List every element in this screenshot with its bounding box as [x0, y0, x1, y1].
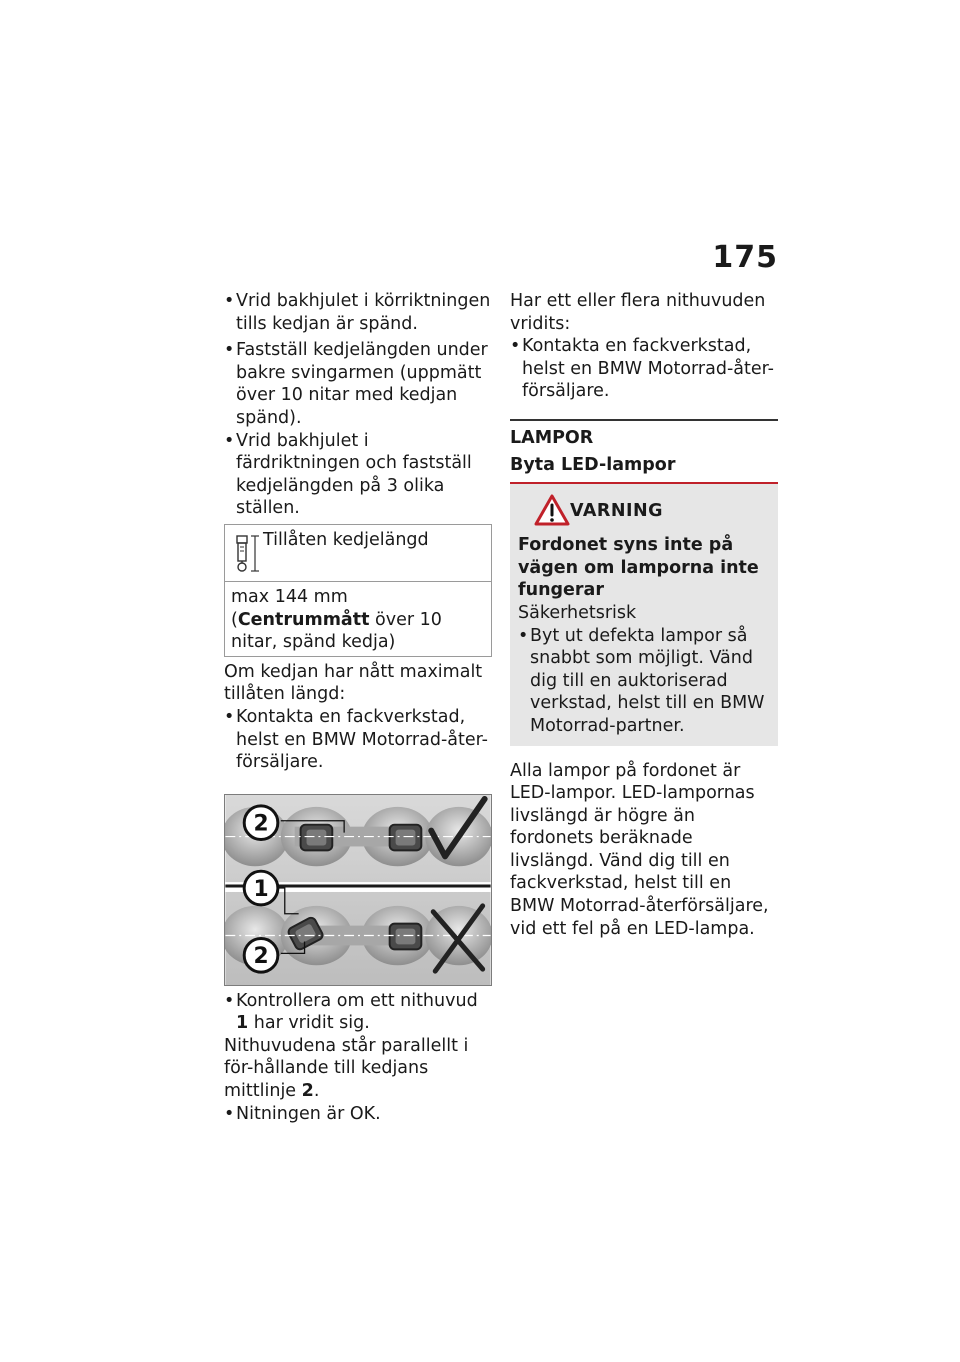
- step-rotate-wheel-travel: • Vrid bakhjulet i färdriktningen och fastställ kedjelängden på 3 olika ställen.: [224, 430, 494, 520]
- subsection-title: Byta LED-lampor: [510, 454, 676, 475]
- rivet-parallel-ref: 2: [301, 1081, 314, 1102]
- step-check-rivet: [224, 990, 494, 1035]
- step-check-rivet-suffix: har vridit sig.: [248, 1013, 370, 1034]
- label-2-top: [244, 806, 278, 840]
- step-check-rivet-ref: 1: [236, 1013, 249, 1034]
- paragraph-led-lamps: Alla lampor på fordonet är LED-lampor. LED-lampornas livslängd är högre än fordonets beräknade livslängd. Vänd dig till en fackverkstad, helst till en BMW Motorrad-återförsäljare, vid ett fel på en LED-lampa.: [510, 760, 769, 939]
- svg-text:1: 1: [253, 876, 269, 902]
- step-contact-workshop: • Kontakta en fackverkstad, helst en BMW Motorrad-åter-försäljare.: [224, 706, 494, 774]
- step-check-rivet-text: Kontrollera om ett nithuvud: [236, 990, 478, 1011]
- warning-headline: Fordonet syns inte på vägen om lamporna inte fungerar: [518, 535, 759, 601]
- warning-risk: Säkerhetsrisk: [518, 602, 637, 623]
- spec-value-prefix: max 144 mm (: [231, 586, 348, 630]
- spec-value: [225, 582, 491, 656]
- svg-text:2: 2: [253, 943, 269, 969]
- step-measure-chain: • Fastställ kedjelängden under bakre svingarmen (uppmätt över 10 nitar med kedjan spänd).: [224, 339, 494, 429]
- spec-header: [225, 525, 491, 582]
- spec-table: [224, 524, 492, 657]
- warning-triangle-icon: [534, 494, 570, 526]
- paragraph-max-length: Om kedjan har nått maximalt tillåten längd:: [224, 661, 483, 705]
- warning-box: [510, 484, 778, 745]
- paragraph-rivets-rotated: Har ett eller flera nithuvuden vridits:: [510, 291, 766, 334]
- section-title: LAMPOR: [510, 427, 594, 448]
- step-riveting-ok: • Nitningen är OK.: [224, 1103, 494, 1126]
- warning-header: [518, 494, 770, 534]
- warning-title: VARNING: [570, 501, 664, 522]
- label-2-bottom: [244, 938, 278, 972]
- left-column: [224, 290, 494, 1125]
- svg-text:2: 2: [253, 811, 269, 837]
- spec-value-bold: Centrummått: [237, 609, 370, 630]
- paragraph-rivet-parallel: [224, 1035, 494, 1103]
- page-number: 175: [712, 240, 778, 275]
- chain-length-icon: [235, 533, 261, 575]
- spec-title: Tillåten kedjelängd: [263, 529, 429, 550]
- chain-rivet-figure: [224, 794, 492, 986]
- step-rotate-wheel-forward: • Vrid bakhjulet i körriktningen tills kedjan är spänd.: [224, 290, 494, 335]
- rivet-parallel-suffix: .: [313, 1081, 320, 1102]
- spec-value-suffix: över 10 nitar, spänd kedja): [231, 609, 442, 653]
- section-divider: [510, 419, 778, 421]
- step-contact-workshop-2: • Kontakta en fackverkstad, helst en BMW Motorrad-åter-försäljare.: [510, 335, 780, 403]
- label-1: [244, 871, 278, 905]
- rivet-parallel-text: Nithuvudena står parallellt i för-hållande till kedjans mittlinje: [224, 1035, 469, 1102]
- right-column: [510, 290, 780, 940]
- warning-instruction: • Byt ut defekta lampor så snabbt som möjligt. Vänd dig till en auktoriserad verkstad, helst till en BMW Motorrad-partner.: [518, 625, 770, 738]
